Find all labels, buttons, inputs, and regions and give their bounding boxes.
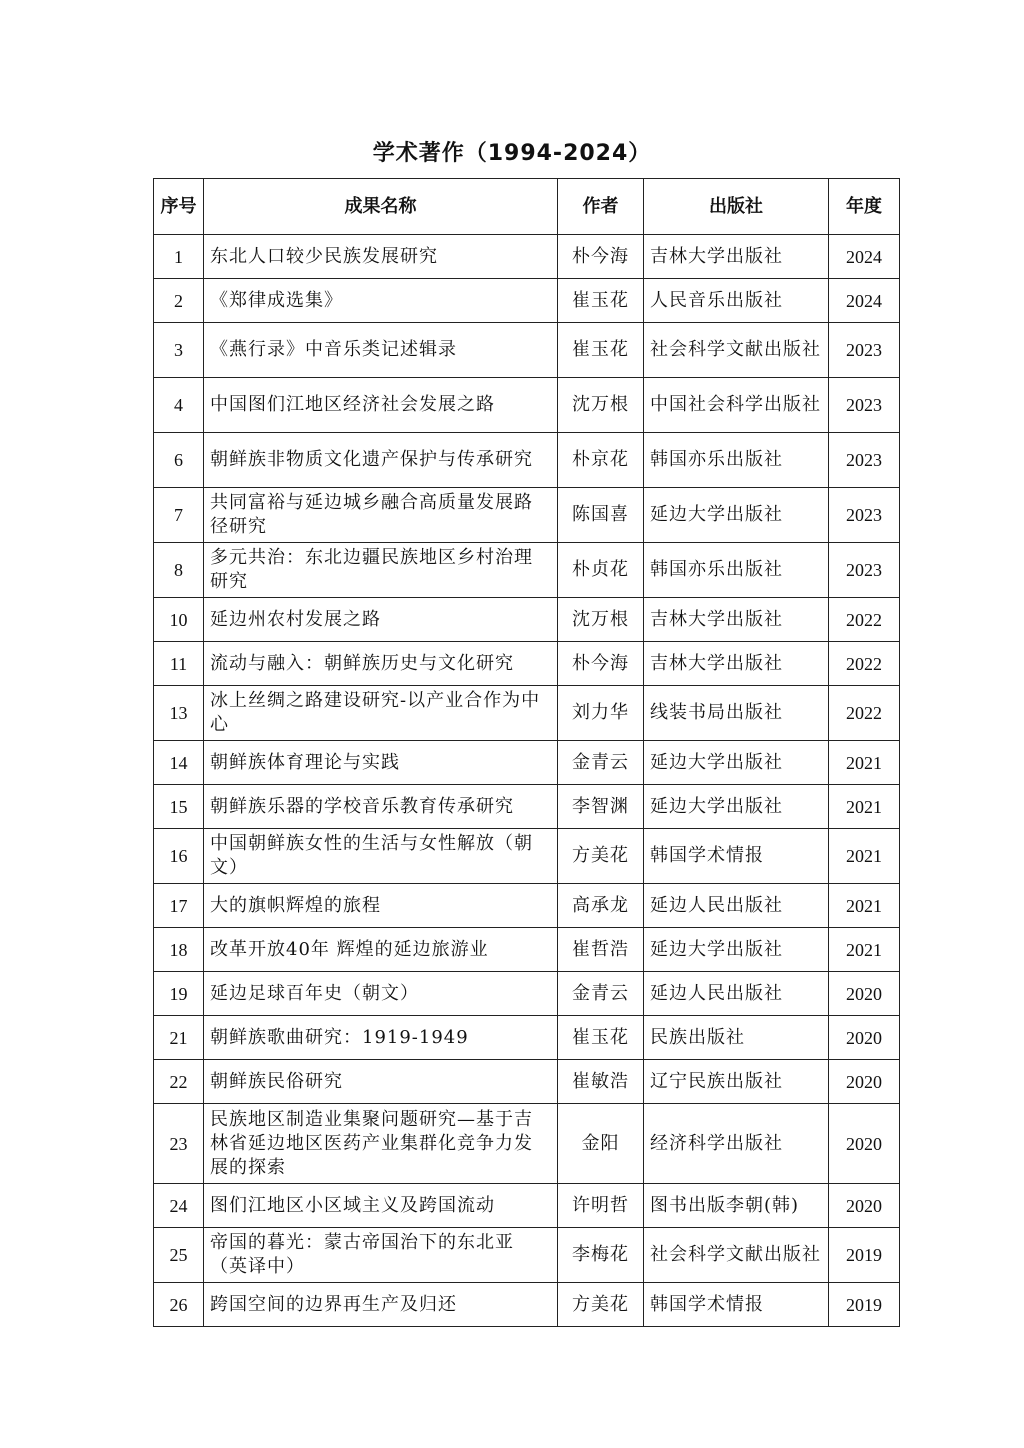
cell-author: 崔哲浩 (558, 928, 644, 972)
table-row (154, 279, 900, 323)
cell-publisher: 延边人民出版社 (644, 972, 829, 1016)
cell-author: 崔玉花 (558, 1016, 644, 1060)
table-row (154, 642, 900, 686)
cell-no: 7 (154, 488, 204, 543)
cell-no: 24 (154, 1184, 204, 1228)
cell-year: 2021 (829, 785, 900, 829)
table-row (154, 433, 900, 488)
cell-title: 图们江地区小区域主义及跨国流动 (204, 1184, 558, 1228)
cell-year: 2020 (829, 972, 900, 1016)
cell-author: 刘力华 (558, 686, 644, 741)
cell-no: 26 (154, 1283, 204, 1327)
cell-author: 朴今海 (558, 235, 644, 279)
works-table (153, 178, 900, 1327)
cell-author: 金青云 (558, 741, 644, 785)
cell-year: 2023 (829, 433, 900, 488)
table-row (154, 1060, 900, 1104)
cell-publisher: 韩国亦乐出版社 (644, 543, 829, 598)
cell-year: 2023 (829, 378, 900, 433)
cell-publisher: 延边大学出版社 (644, 928, 829, 972)
cell-no: 15 (154, 785, 204, 829)
cell-publisher: 辽宁民族出版社 (644, 1060, 829, 1104)
cell-publisher: 韩国学术情报 (644, 1283, 829, 1327)
header-author: 作者 (558, 179, 644, 235)
cell-title: 帝国的暮光：蒙古帝国治下的东北亚（英译中） (204, 1228, 558, 1283)
cell-no: 2 (154, 279, 204, 323)
table-row (154, 928, 900, 972)
cell-title: 朝鲜族歌曲研究：1919-1949 (204, 1016, 558, 1060)
table-row (154, 1228, 900, 1283)
table-row (154, 686, 900, 741)
cell-author: 许明哲 (558, 1184, 644, 1228)
table-row (154, 785, 900, 829)
cell-year: 2020 (829, 1060, 900, 1104)
header-no: 序号 (154, 179, 204, 235)
header-publisher: 出版社 (644, 179, 829, 235)
cell-no: 10 (154, 598, 204, 642)
cell-year: 2021 (829, 741, 900, 785)
table-header-row (154, 179, 900, 235)
cell-no: 18 (154, 928, 204, 972)
cell-publisher: 线装书局出版社 (644, 686, 829, 741)
cell-title: 民族地区制造业集聚问题研究—基于吉林省延边地区医药产业集群化竞争力发展的探索 (204, 1104, 558, 1184)
cell-author: 高承龙 (558, 884, 644, 928)
cell-title: 朝鲜族非物质文化遗产保护与传承研究 (204, 433, 558, 488)
cell-year: 2023 (829, 543, 900, 598)
cell-publisher: 人民音乐出版社 (644, 279, 829, 323)
cell-publisher: 吉林大学出版社 (644, 235, 829, 279)
cell-no: 13 (154, 686, 204, 741)
cell-title: 朝鲜族乐器的学校音乐教育传承研究 (204, 785, 558, 829)
table-row (154, 1283, 900, 1327)
cell-no: 3 (154, 323, 204, 378)
cell-title: 共同富裕与延边城乡融合高质量发展路径研究 (204, 488, 558, 543)
cell-no: 4 (154, 378, 204, 433)
table-row (154, 972, 900, 1016)
cell-publisher: 吉林大学出版社 (644, 598, 829, 642)
table-row (154, 884, 900, 928)
cell-title: 多元共治：东北边疆民族地区乡村治理研究 (204, 543, 558, 598)
table-row (154, 741, 900, 785)
cell-title: 跨国空间的边界再生产及归还 (204, 1283, 558, 1327)
table-row (154, 488, 900, 543)
table-row (154, 598, 900, 642)
cell-no: 14 (154, 741, 204, 785)
cell-year: 2024 (829, 235, 900, 279)
cell-year: 2020 (829, 1104, 900, 1184)
table-row (154, 1016, 900, 1060)
header-year: 年度 (829, 179, 900, 235)
cell-author: 金青云 (558, 972, 644, 1016)
cell-publisher: 韩国亦乐出版社 (644, 433, 829, 488)
cell-no: 25 (154, 1228, 204, 1283)
cell-publisher: 经济科学出版社 (644, 1104, 829, 1184)
header-title: 成果名称 (204, 179, 558, 235)
cell-publisher: 延边大学出版社 (644, 488, 829, 543)
cell-title: 中国朝鲜族女性的生活与女性解放（朝文） (204, 829, 558, 884)
cell-year: 2021 (829, 928, 900, 972)
cell-author: 李智渊 (558, 785, 644, 829)
cell-year: 2022 (829, 686, 900, 741)
cell-publisher: 韩国学术情报 (644, 829, 829, 884)
cell-title: 朝鲜族民俗研究 (204, 1060, 558, 1104)
cell-author: 崔敏浩 (558, 1060, 644, 1104)
cell-no: 17 (154, 884, 204, 928)
table-row (154, 829, 900, 884)
cell-title: 《燕行录》中音乐类记述辑录 (204, 323, 558, 378)
table-row (154, 1104, 900, 1184)
cell-publisher: 中国社会科学出版社 (644, 378, 829, 433)
cell-title: 《郑律成选集》 (204, 279, 558, 323)
cell-publisher: 民族出版社 (644, 1016, 829, 1060)
cell-author: 金阳 (558, 1104, 644, 1184)
cell-author: 方美花 (558, 829, 644, 884)
table-row (154, 235, 900, 279)
cell-author: 李梅花 (558, 1228, 644, 1283)
cell-year: 2019 (829, 1283, 900, 1327)
cell-no: 1 (154, 235, 204, 279)
cell-no: 8 (154, 543, 204, 598)
cell-author: 沈万根 (558, 598, 644, 642)
cell-title: 改革开放40年 辉煌的延边旅游业 (204, 928, 558, 972)
cell-publisher: 延边人民出版社 (644, 884, 829, 928)
cell-author: 朴京花 (558, 433, 644, 488)
cell-publisher: 社会科学文献出版社 (644, 323, 829, 378)
cell-publisher: 社会科学文献出版社 (644, 1228, 829, 1283)
cell-year: 2024 (829, 279, 900, 323)
cell-year: 2019 (829, 1228, 900, 1283)
table-row (154, 543, 900, 598)
cell-title: 延边州农村发展之路 (204, 598, 558, 642)
table-row (154, 323, 900, 378)
cell-author: 沈万根 (558, 378, 644, 433)
cell-title: 延边足球百年史（朝文） (204, 972, 558, 1016)
cell-author: 崔玉花 (558, 279, 644, 323)
cell-author: 陈国喜 (558, 488, 644, 543)
table-body (154, 235, 900, 1327)
cell-publisher: 图书出版李朝(韩) (644, 1184, 829, 1228)
cell-year: 2020 (829, 1184, 900, 1228)
cell-publisher: 延边大学出版社 (644, 785, 829, 829)
cell-no: 19 (154, 972, 204, 1016)
cell-year: 2021 (829, 884, 900, 928)
cell-author: 方美花 (558, 1283, 644, 1327)
cell-year: 2021 (829, 829, 900, 884)
cell-year: 2022 (829, 642, 900, 686)
table-row (154, 1184, 900, 1228)
cell-publisher: 延边大学出版社 (644, 741, 829, 785)
cell-no: 16 (154, 829, 204, 884)
cell-year: 2020 (829, 1016, 900, 1060)
cell-title: 冰上丝绸之路建设研究-以产业合作为中心 (204, 686, 558, 741)
page-title: 学术著作（1994-2024） (372, 141, 652, 166)
cell-publisher: 吉林大学出版社 (644, 642, 829, 686)
cell-title: 东北人口较少民族发展研究 (204, 235, 558, 279)
cell-title: 中国图们江地区经济社会发展之路 (204, 378, 558, 433)
cell-year: 2023 (829, 488, 900, 543)
cell-no: 6 (154, 433, 204, 488)
cell-title: 流动与融入：朝鲜族历史与文化研究 (204, 642, 558, 686)
cell-author: 崔玉花 (558, 323, 644, 378)
cell-year: 2023 (829, 323, 900, 378)
cell-year: 2022 (829, 598, 900, 642)
cell-no: 21 (154, 1016, 204, 1060)
cell-title: 朝鲜族体育理论与实践 (204, 741, 558, 785)
cell-no: 23 (154, 1104, 204, 1184)
table-row (154, 378, 900, 433)
cell-author: 朴今海 (558, 642, 644, 686)
cell-author: 朴贞花 (558, 543, 644, 598)
cell-no: 22 (154, 1060, 204, 1104)
cell-no: 11 (154, 642, 204, 686)
cell-title: 大的旗帜辉煌的旅程 (204, 884, 558, 928)
